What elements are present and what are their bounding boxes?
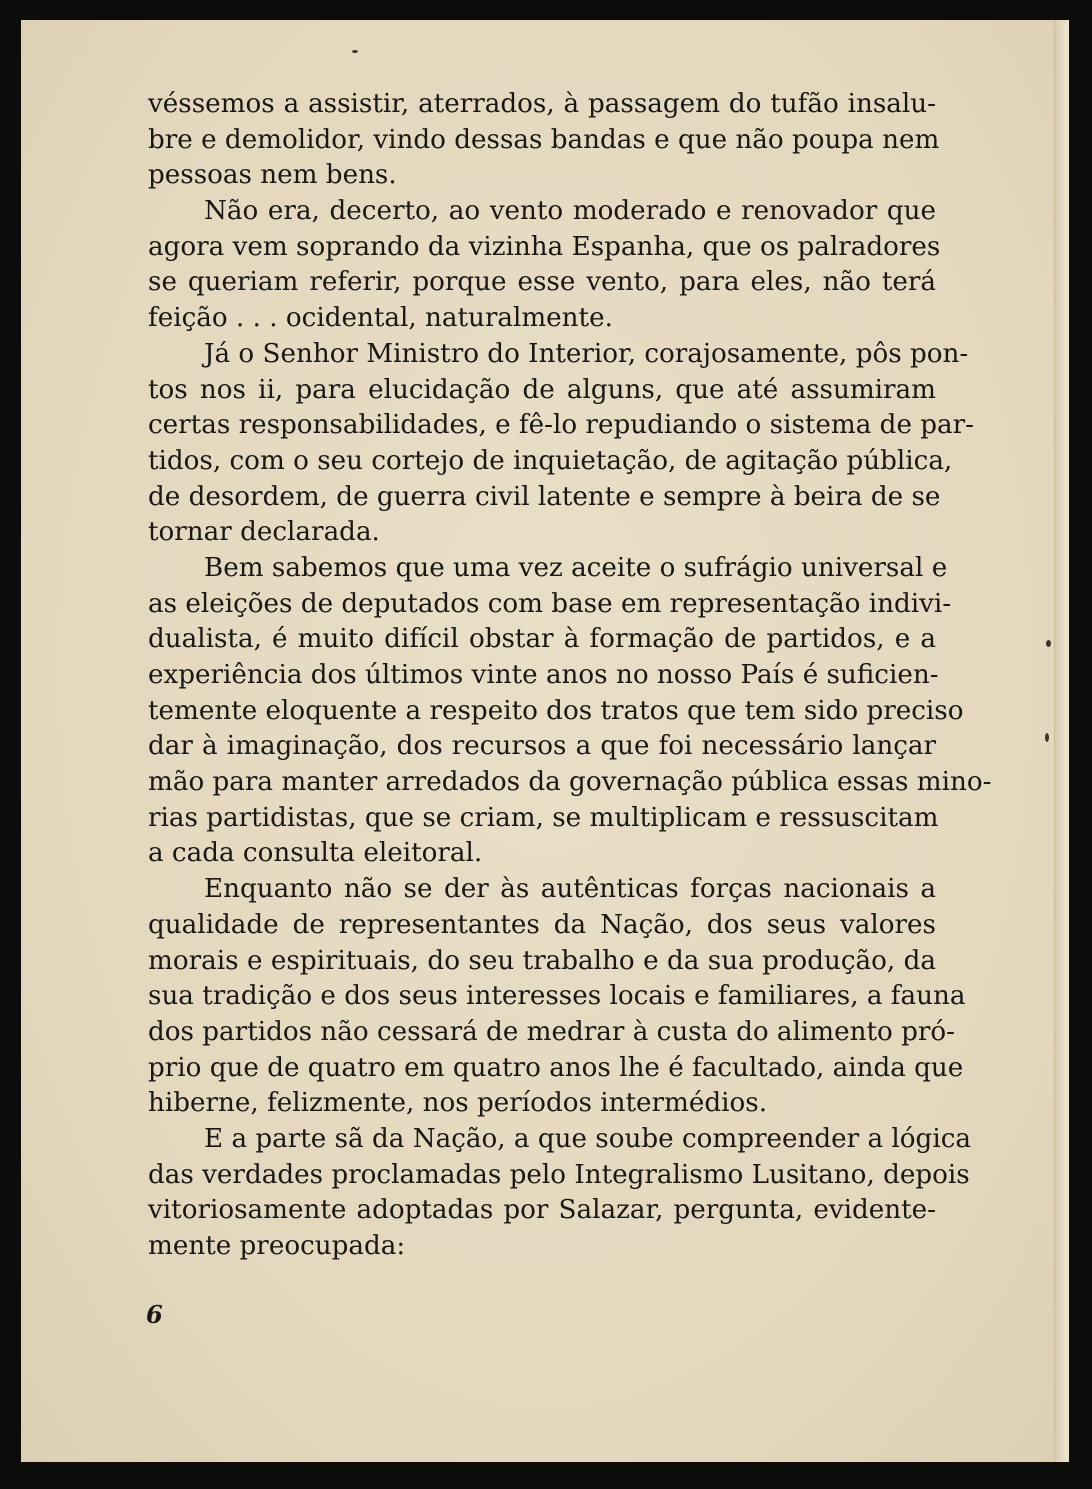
paragraph-start-line: Enquanto não se der às autênticas forças nacionais a (204, 874, 936, 905)
text-line: sua tradição e dos seus interesses locais e familiares, a fauna (148, 981, 966, 1012)
text-line: de desordem, de guerra civil latente e sempre à beira de se (148, 481, 941, 512)
page-edge (1054, 20, 1069, 1462)
body-text (148, 87, 992, 1265)
text-line: dos partidos não cessará de medrar à custa do alimento pró- (148, 1016, 956, 1047)
text-line: certas responsabilidades, e fê-lo repudiando o sistema de par- (148, 410, 975, 441)
text-line: hiberne, felizmente, nos períodos intermédios. (148, 1088, 768, 1119)
text-line: morais e espirituais, do seu trabalho e da sua produção, da (148, 945, 936, 976)
text-line: dar à imaginação, dos recursos a que foi necessário lançar (148, 731, 936, 762)
text-line: experiência dos últimos vinte anos no nosso País é suficien- (148, 660, 939, 690)
text-line: qualidade de representantes da Nação, dos seus valores (148, 909, 936, 940)
text-line: temente eloquente a respeito dos tratos que tem sido preciso (148, 695, 964, 726)
page-number: 6 (146, 1300, 163, 1329)
text-line: vitoriosamente adoptadas por Salazar, pergunta, evidente- (148, 1195, 936, 1226)
paragraph-start-line: E a parte sã da Nação, a que soube compreender a lógica (204, 1123, 971, 1154)
paragraph-start-line: Já o Senhor Ministro do Interior, corajosamente, pôs pon- (204, 338, 969, 369)
text-line: tidos, com o seu cortejo de inquietação, de agitação pública, (148, 445, 953, 476)
text-line: tos nos ii, para elucidação de alguns, que até assumiram (148, 374, 936, 405)
text-line: se queriam referir, porque esse vento, para eles, não terá (148, 267, 936, 298)
ink-speck (1045, 733, 1049, 742)
ink-speck (352, 50, 358, 53)
paragraph-start-line: Bem sabemos que uma vez aceite o sufrágio universal e (204, 552, 948, 583)
text-line: das verdades proclamadas pelo Integralismo Lusitano, depois (148, 1159, 970, 1190)
text-line: tornar declarada. (148, 517, 380, 548)
text-line: rias partidistas, que se criam, se multiplicam e ressuscitam (148, 802, 939, 833)
text-line: véssemos a assistir, aterrados, à passagem do tufão insalu- (148, 89, 936, 119)
text-line: bre e demolidor, vindo dessas bandas e que não poupa nem (148, 124, 940, 155)
ink-speck (1046, 640, 1051, 647)
text-line: agora vem soprando da vizinha Espanha, que os palradores (148, 231, 941, 262)
text-line: prio que de quatro em quatro anos lhe é facultado, ainda que (148, 1052, 964, 1083)
paragraph-start-line: Não era, decerto, ao vento moderado e renovador que (204, 196, 936, 227)
text-line: mente preocupada: (148, 1231, 406, 1261)
text-line: a cada consulta eleitoral. (148, 838, 483, 869)
text-line: dualista, é muito difícil obstar à formação de partidos, e a (148, 624, 936, 655)
text-line: as eleições de deputados com base em representação indivi- (148, 588, 952, 619)
text-line: feição . . . ocidental, naturalmente. (148, 303, 613, 334)
text-line: pessoas nem bens. (148, 160, 397, 191)
text-line: mão para manter arredados da governação pública essas mino- (148, 767, 992, 798)
